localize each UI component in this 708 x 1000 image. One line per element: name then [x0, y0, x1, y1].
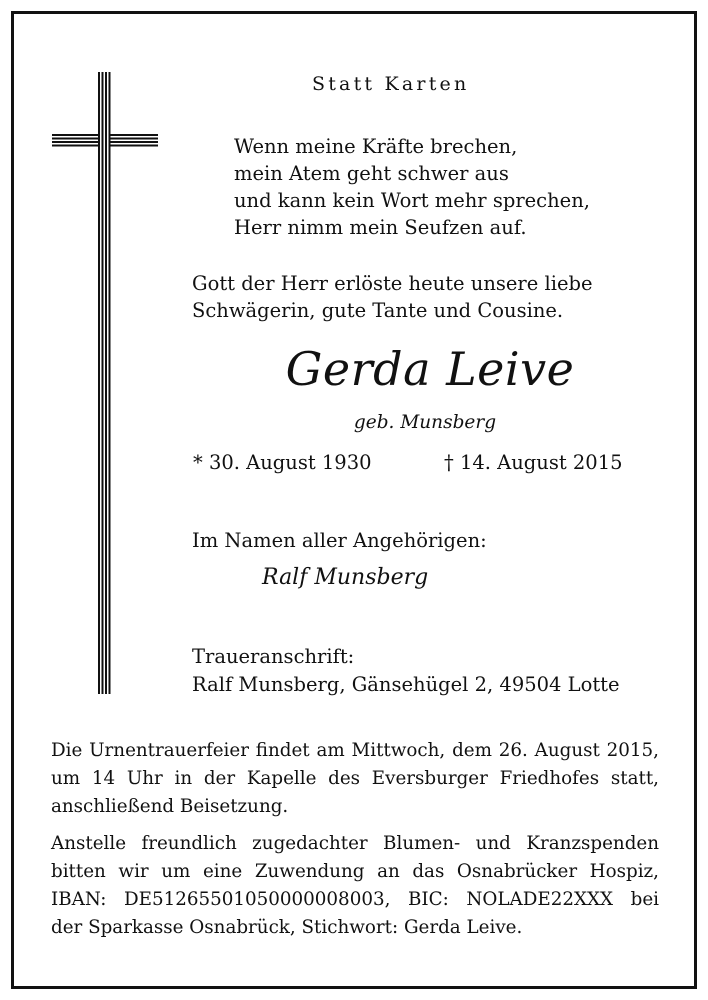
donation-info	[51, 830, 659, 942]
verse-line: Wenn meine Kräfte brechen,	[234, 135, 518, 158]
death-date: † 14. August 2015	[444, 451, 623, 474]
address-text: Ralf Munsberg, Gänsehügel 2, 49504 Lotte	[192, 673, 620, 696]
verse-line: mein Atem geht schwer aus	[234, 162, 509, 185]
on-behalf-line: Im Namen aller Angehörigen:	[192, 529, 487, 552]
service-line: um 14 Uhr in der Kapelle des Eversburger Friedhofes statt,	[51, 768, 659, 789]
verse	[234, 133, 590, 241]
signer-name: Ralf Munsberg	[262, 565, 429, 590]
donation-line: Anstelle freundlich zugedachter Blumen- und Kranzspenden	[51, 833, 659, 854]
maiden-name: geb. Munsberg	[353, 412, 497, 433]
donation-line: IBAN: DE51265501050000008003, BIC: NOLADE22XXX bei	[51, 889, 659, 910]
service-info	[51, 737, 659, 821]
donation-line: der Sparkasse Osnabrück, Stichwort: Gerda Leive.	[51, 917, 523, 938]
notice-heading: Statt Karten	[312, 73, 470, 95]
address-label: Traueranschrift:	[192, 645, 355, 668]
birth-date: * 30. August 1930	[193, 451, 372, 474]
verse-line: und kann kein Wort mehr sprechen,	[234, 189, 590, 212]
announcement-line: Gott der Herr erlöste heute unsere liebe	[192, 272, 593, 295]
donation-line: bitten wir um eine Zuwendung an das Osnabrücker Hospiz,	[51, 861, 659, 882]
announcement-line: Schwägerin, gute Tante und Cousine.	[192, 299, 564, 322]
service-line: Die Urnentrauerfeier findet am Mittwoch, dem 26. August 2015,	[51, 740, 659, 761]
announcement	[192, 270, 593, 324]
mourning-address	[192, 643, 620, 699]
verse-line: Herr nimm mein Seufzen auf.	[234, 216, 527, 239]
deceased-name: Gerda Leive	[285, 342, 575, 396]
service-line: anschließend Beisetzung.	[51, 796, 289, 817]
